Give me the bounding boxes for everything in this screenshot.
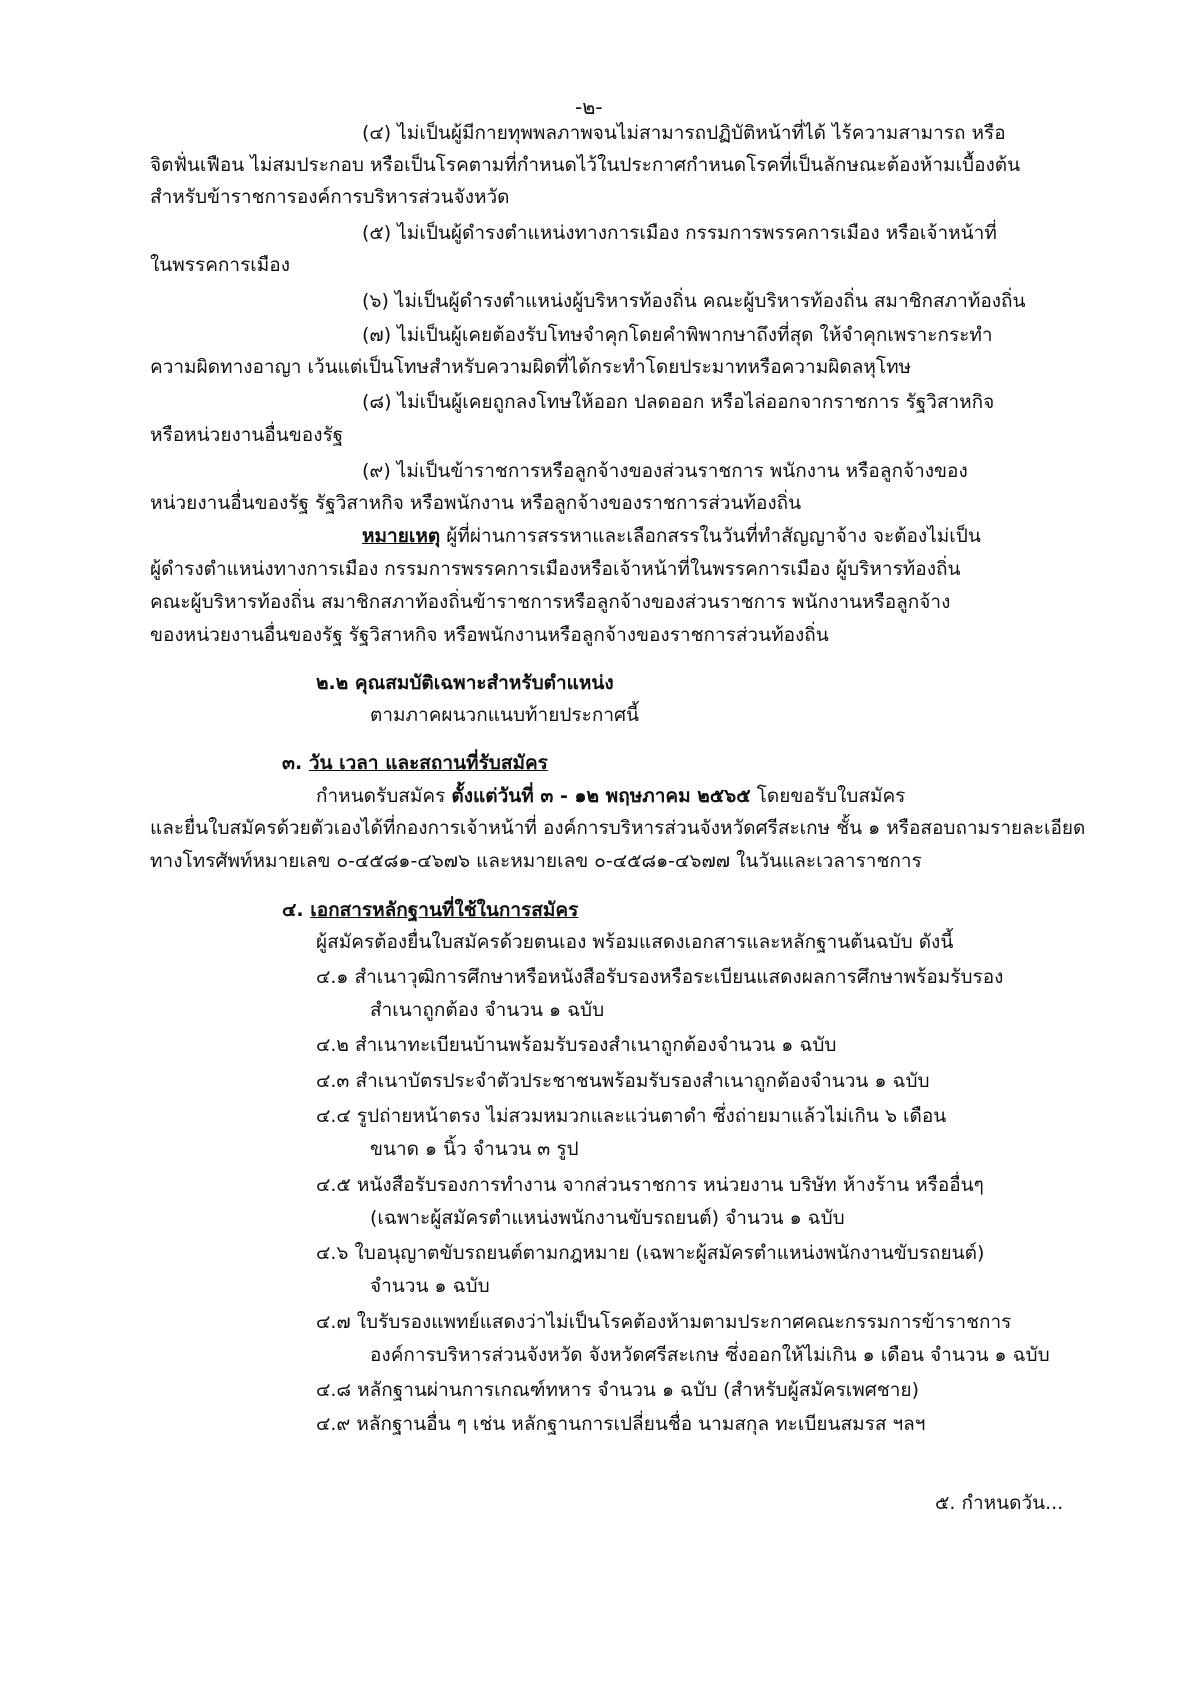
- document-item-4-8: [316, 1375, 919, 1405]
- document-item-4-4-line2: ขนาด ๑ นิ้ว จำนวน ๓ รูป: [370, 1138, 579, 1160]
- section-3-line2: และยื่นใบสมัครด้วยตัวเองได้ที่กองการเจ้าหน้าที่ องค์การบริหารส่วนจังหวัดศรีสะเกษ ชั้น ๑ หรือสอบถามรายละเอียด: [150, 817, 1086, 839]
- qualification-item-4-line1: (๔) ไม่เป็นผู้มีกายทุพพลภาพจนไม่สามารถปฏิบัติหน้าที่ได้ ไร้ความสามารถ หรือ: [362, 122, 1006, 144]
- qualification-item-8-line2: หรือหน่วยงานอื่นของรัฐ: [150, 424, 344, 446]
- item-number: ๔.๕: [316, 1174, 351, 1196]
- qualification-item-8-line1: (๘) ไม่เป็นผู้เคยถูกลงโทษให้ออก ปลดออก หรือไล่ออกจากราชการ รัฐวิสาหกิจ: [362, 391, 995, 413]
- note-line1-text: ผู้ที่ผ่านการสรรหาและเลือกสรรในวันที่ทำสัญญาจ้าง จะต้องไม่เป็น: [440, 525, 981, 547]
- note-line1: [362, 521, 981, 551]
- item-text: หลักฐานอื่น ๆ เช่น หลักฐานการเปลี่ยนชื่อ นามสกุล ทะเบียนสมรส ฯลฯ: [356, 1413, 926, 1435]
- item-number: ๔.๑: [316, 966, 349, 988]
- document-item-4-1: [316, 962, 1003, 992]
- item-number: ๔.๒: [316, 1034, 349, 1056]
- document-item-4-3: [316, 1066, 930, 1096]
- item-text: สำเนาทะเบียนบ้านพร้อมรับรองสำเนาถูกต้องจำนวน ๑ ฉบับ: [355, 1034, 837, 1056]
- item-text: สำเนาวุฒิการศึกษาหรือหนังสือรับรองหรือระเบียนแสดงผลการศึกษาพร้อมรับรอง: [354, 966, 1004, 988]
- document-item-4-7-line2: องค์การบริหารส่วนจังหวัด จังหวัดศรีสะเกษ ซึ่งออกให้ไม่เกิน ๑ เดือน จำนวน ๑ ฉบับ: [370, 1344, 1050, 1366]
- qualification-item-9-line2: หน่วยงานอื่นของรัฐ รัฐวิสาหกิจ หรือพนักงาน หรือลูกจ้างของราชการส่วนท้องถิ่น: [150, 492, 802, 514]
- document-item-4-9: [316, 1409, 925, 1439]
- continuation-marker: ๕. กำหนดวัน...: [935, 1492, 1064, 1514]
- qualification-item-7-line2: ความผิดทางอาญา เว้นแต่เป็นโทษสำหรับความผิดที่ได้กระทำโดยประมาทหรือความผิดลหุโทษ: [150, 356, 912, 378]
- section-2-2-text: ตามภาคผนวกแนบท้ายประกาศนี้: [370, 704, 640, 726]
- item-text: ใบรับรองแพทย์แสดงว่าไม่เป็นโรคต้องห้ามตามประกาศคณะกรรมการข้าราชการ: [356, 1311, 1012, 1333]
- item-text: รูปถ่ายหน้าตรง ไม่สวมหมวกและแว่นตาดำ ซึ่งถ่ายมาแล้วไม่เกิน ๖ เดือน: [356, 1105, 947, 1127]
- item-text: สำเนาบัตรประจำตัวประชาชนพร้อมรับรองสำเนาถูกต้องจำนวน ๑ ฉบับ: [355, 1070, 930, 1092]
- section-2-2-heading: ๒.๒ คุณสมบัติเฉพาะสำหรับตำแหน่ง: [316, 672, 614, 694]
- note-line2: ผู้ดำรงตำแหน่งทางการเมือง กรรมการพรรคการเมืองหรือเจ้าหน้าที่ในพรรคการเมือง ผู้บริหารท้องถิ่น: [150, 558, 961, 580]
- section-3-title: วัน เวลา และสถานที่รับสมัคร: [308, 752, 548, 774]
- document-item-4-5: [316, 1170, 984, 1200]
- qualification-item-6-line1: (๖) ไม่เป็นผู้ดำรงตำแหน่งผู้บริหารท้องถิ่น คณะผู้บริหารท้องถิ่น สมาชิกสภาท้องถิ่น: [362, 290, 1026, 312]
- note-line4: ของหน่วยงานอื่นของรัฐ รัฐวิสาหกิจ หรือพนักงานหรือลูกจ้างของราชการส่วนท้องถิ่น: [150, 624, 829, 646]
- note-label: หมายเหตุ: [362, 525, 441, 547]
- item-number: ๔.๘: [316, 1379, 352, 1401]
- qualification-item-7-line1: (๗) ไม่เป็นผู้เคยต้องรับโทษจำคุกโดยคำพิพากษาถึงที่สุด ให้จำคุกเพราะกระทำ: [362, 324, 993, 346]
- section-3-line1-a: กำหนดรับสมัคร: [316, 785, 452, 807]
- document-item-4-5-line2: (เฉพาะผู้สมัครตำแหน่งพนักงานขับรถยนต์) จำนวน ๑ ฉบับ: [370, 1207, 845, 1229]
- qualification-item-4-line2: จิตฟั่นเฟือน ไม่สมประกอบ หรือเป็นโรคตามที่กำหนดไว้ในประกาศกำหนดโรคที่เป็นลักษณะต้องห้ามเบื้องต้น: [150, 154, 1021, 176]
- section-4-heading: [282, 895, 578, 925]
- item-number: ๔.๖: [316, 1242, 349, 1264]
- item-number: ๔.๗: [316, 1311, 351, 1333]
- section-3-line1-b: โดยขอรับใบสมัคร: [750, 785, 906, 807]
- document-item-4-6: [316, 1238, 984, 1268]
- item-text: หนังสือรับรองการทำงาน จากส่วนราชการ หน่วยงาน บริษัท ห้างร้าน หรืออื่นๆ: [356, 1174, 984, 1196]
- section-3-heading: [282, 748, 548, 778]
- item-number: ๔.๙: [316, 1413, 351, 1435]
- item-text: ใบอนุญาตขับรถยนต์ตามกฎหมาย (เฉพาะผู้สมัครตำแหน่งพนักงานขับรถยนต์): [354, 1242, 985, 1264]
- item-text: หลักฐานผ่านการเกณฑ์ทหาร จำนวน ๑ ฉบับ (สำหรับผู้สมัครเพศชาย): [357, 1379, 919, 1401]
- section-4-intro: ผู้สมัครต้องยื่นใบสมัครด้วยตนเอง พร้อมแสดงเอกสารและหลักฐานต้นฉบับ ดังนี้: [316, 931, 954, 953]
- page-number: -๒-: [575, 95, 603, 119]
- qualification-item-5-line1: (๕) ไม่เป็นผู้ดำรงตำแหน่งทางการเมือง กรรมการพรรคการเมือง หรือเจ้าหน้าที่: [362, 222, 997, 244]
- document-item-4-2: [316, 1030, 836, 1060]
- section-3-line1: [316, 781, 905, 811]
- document-item-4-4: [316, 1101, 946, 1131]
- section-3-number: ๓.: [282, 752, 303, 774]
- section-3-line3: ทางโทรศัพท์หมายเลข ๐-๔๕๘๑-๔๖๗๖ และหมายเลข ๐-๔๕๘๑-๔๖๗๗ ในวันและเวลาราชการ: [150, 850, 922, 872]
- section-4-title: เอกสารหลักฐานที่ใช้ในการสมัคร: [310, 899, 579, 921]
- document-item-4-7: [316, 1307, 1011, 1337]
- item-number: ๔.๔: [316, 1105, 351, 1127]
- note-line3: คณะผู้บริหารท้องถิ่น สมาชิกสภาท้องถิ่นข้าราชการหรือลูกจ้างของส่วนราชการ พนักงานหรือลูกจ้าง: [150, 591, 951, 613]
- section-3-dates: ตั้งแต่วันที่ ๓ - ๑๒ พฤษภาคม ๒๕๖๕: [451, 785, 751, 807]
- section-4-number: ๔.: [282, 899, 304, 921]
- qualification-item-4-line3: สำหรับข้าราชการองค์การบริหารส่วนจังหวัด: [150, 186, 510, 208]
- item-number: ๔.๓: [316, 1070, 350, 1092]
- document-item-4-6-line2: จำนวน ๑ ฉบับ: [370, 1275, 490, 1297]
- qualification-item-9-line1: (๙) ไม่เป็นข้าราชการหรือลูกจ้างของส่วนราชการ พนักงาน หรือลูกจ้างของ: [362, 460, 968, 482]
- document-item-4-1-line2: สำเนาถูกต้อง จำนวน ๑ ฉบับ: [370, 999, 605, 1021]
- qualification-item-5-line2: ในพรรคการเมือง: [150, 254, 290, 276]
